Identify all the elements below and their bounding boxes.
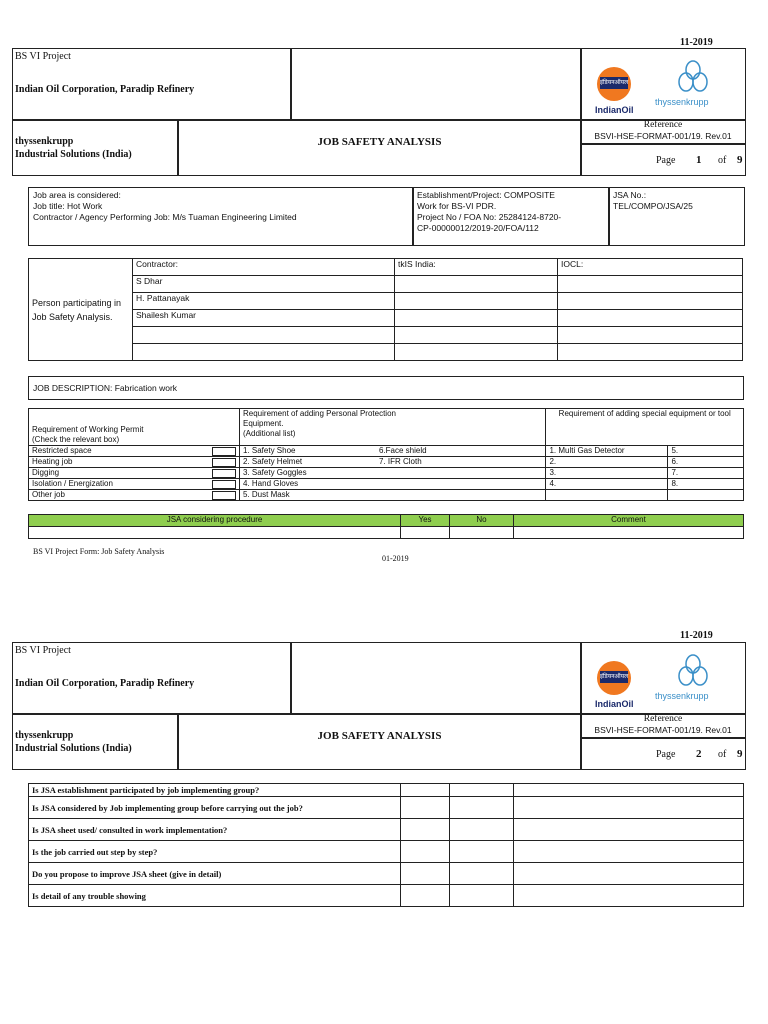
ppe-header-line1: Requirement of adding Personal Protection bbox=[243, 409, 396, 418]
permit-label: Restricted space bbox=[32, 446, 92, 455]
equip-item: 3. bbox=[546, 468, 668, 479]
date-top: 11-2019 bbox=[680, 37, 713, 48]
page-total: 9 bbox=[737, 748, 743, 760]
thyssenkrupp-text: thyssenkrupp bbox=[655, 97, 709, 107]
thyssenkrupp-text: thyssenkrupp bbox=[655, 691, 709, 701]
footer-date: 01-2019 bbox=[382, 554, 409, 563]
equip-item: 4. bbox=[546, 479, 668, 490]
page-number: 1 bbox=[696, 154, 702, 166]
equip-item: 5. bbox=[668, 446, 744, 457]
col-contractor: Contractor: bbox=[133, 259, 395, 276]
permit-checkbox[interactable] bbox=[212, 469, 236, 478]
permit-checkbox[interactable] bbox=[212, 480, 236, 489]
contractor-line2: Industrial Solutions (India) bbox=[15, 743, 132, 754]
page-cell bbox=[580, 143, 746, 176]
header-logo-cell bbox=[580, 642, 746, 715]
permit-header-line2: (Check the relevant box) bbox=[32, 435, 120, 444]
equip-item: 1. Multi Gas Detector bbox=[546, 446, 668, 457]
ppe-item: 7. IFR Cloth bbox=[376, 457, 546, 468]
participant-name bbox=[133, 327, 395, 344]
reference-cell bbox=[580, 713, 746, 739]
permit-row bbox=[29, 479, 240, 490]
permit-label: Isolation / Energization bbox=[32, 479, 113, 488]
of-label: of bbox=[718, 749, 727, 760]
contractor-line1: thyssenkrupp bbox=[15, 136, 74, 147]
ppe-item: 2. Safety Helmet bbox=[240, 457, 377, 468]
establishment-line1: Establishment/Project: COMPOSITE bbox=[417, 190, 555, 200]
ppe-header-line2: Equipment. bbox=[243, 419, 284, 428]
ppe-item: 4. Hand Gloves bbox=[240, 479, 377, 490]
col-tkis: tkIS India: bbox=[395, 259, 558, 276]
procedure-table bbox=[28, 514, 744, 539]
participant-name: S Dhar bbox=[133, 276, 395, 293]
question: Is the job carried out step by step? bbox=[29, 841, 401, 863]
page-cell bbox=[580, 737, 746, 770]
permit-label: Other job bbox=[32, 490, 65, 499]
requirements-table bbox=[28, 408, 744, 501]
jsa-no-label: JSA No.: bbox=[613, 190, 647, 200]
indianoil-logo bbox=[592, 67, 638, 115]
participants-label: Person participating in Job Safety Analysis. bbox=[29, 259, 133, 361]
establishment-line3: Project No / FOA No: 25284124-8720- bbox=[417, 212, 562, 222]
permit-header bbox=[29, 409, 240, 446]
permit-row bbox=[29, 490, 240, 501]
ppe-item: 5. Dust Mask bbox=[240, 490, 377, 501]
ppe-header-line3: (Additional list) bbox=[243, 429, 296, 438]
ppe-item bbox=[376, 490, 546, 501]
equip-item: 6. bbox=[668, 457, 744, 468]
establishment-line2: Work for BS-VI PDR. bbox=[417, 201, 497, 211]
thyssenkrupp-logo bbox=[655, 59, 735, 111]
thyssenkrupp-arches-icon bbox=[673, 59, 713, 95]
indianoil-text: IndianOil bbox=[595, 105, 634, 115]
job-info-cell bbox=[28, 187, 414, 246]
doc-title: JOB SAFETY ANALYSIS bbox=[177, 713, 582, 770]
procedure-col-title: JSA considering procedure bbox=[29, 515, 401, 527]
contractor-line2: Industrial Solutions (India) bbox=[15, 149, 132, 160]
permit-row bbox=[29, 457, 240, 468]
equip-item: 2. bbox=[546, 457, 668, 468]
establishment-line4: CP-00000012/2019-20/FOA/112 bbox=[417, 223, 539, 233]
permit-row bbox=[29, 468, 240, 479]
question: Is JSA establishment participated by job implementing group? bbox=[29, 784, 401, 797]
equip-item: 8. bbox=[668, 479, 744, 490]
contractor-agency: Contractor / Agency Performing Job: M/s Tuaman Engineering Limited bbox=[33, 212, 297, 222]
header-blank-cell bbox=[290, 642, 582, 715]
header-blank-cell bbox=[290, 48, 582, 121]
procedure-col-comment: Comment bbox=[514, 515, 744, 527]
header-project-cell bbox=[12, 48, 292, 121]
header-contractor-cell bbox=[12, 713, 179, 770]
participant-name: Shailesh Kumar bbox=[133, 310, 395, 327]
questions-table bbox=[28, 783, 744, 907]
company-name: Indian Oil Corporation, Paradip Refinery bbox=[15, 84, 195, 95]
participant-name: H. Pattanayak bbox=[133, 293, 395, 310]
procedure-col-no: No bbox=[450, 515, 514, 527]
ppe-item: 6.Face shield bbox=[376, 446, 546, 457]
reference-cell bbox=[580, 119, 746, 145]
equip-header: Requirement of adding special equipment or tool bbox=[546, 409, 744, 446]
reference-label: Reference bbox=[643, 120, 683, 130]
reference-label: Reference bbox=[643, 714, 683, 724]
job-title: Job title: Hot Work bbox=[33, 201, 103, 211]
participant-name bbox=[133, 344, 395, 361]
indianoil-logo bbox=[592, 661, 638, 709]
job-area: Job area is considered: bbox=[33, 190, 121, 200]
header-logo-cell bbox=[580, 48, 746, 121]
equip-item bbox=[546, 490, 668, 501]
question: Is detail of any trouble showing bbox=[29, 885, 401, 907]
col-iocl: IOCL: bbox=[558, 259, 743, 276]
jsa-no-cell bbox=[608, 187, 745, 246]
footer-form-name: BS VI Project Form: Job Safety Analysis bbox=[33, 547, 165, 556]
jsa-no-value: TEL/COMPO/JSA/25 bbox=[613, 201, 693, 211]
thyssenkrupp-logo bbox=[655, 653, 735, 705]
indianoil-hindi-text: इंडियनऑयल bbox=[600, 77, 628, 89]
permit-label: Digging bbox=[32, 468, 60, 477]
page-label: Page bbox=[656, 155, 676, 166]
ppe-item: 3. Safety Goggles bbox=[240, 468, 377, 479]
establishment-cell bbox=[412, 187, 610, 246]
permit-checkbox[interactable] bbox=[212, 491, 236, 500]
ppe-item bbox=[376, 479, 546, 490]
reference-value: BSVI-HSE-FORMAT-001/19. Rev.01 bbox=[594, 725, 732, 735]
question: Is JSA considered by Job implementing group before carrying out the job? bbox=[29, 797, 401, 819]
thyssenkrupp-arches-icon bbox=[673, 653, 713, 689]
equip-item: 7. bbox=[668, 468, 744, 479]
permit-label: Heating job bbox=[32, 457, 73, 466]
indianoil-text: IndianOil bbox=[595, 699, 634, 709]
page-number: 2 bbox=[696, 748, 702, 760]
job-description-text: JOB DESCRIPTION: Fabrication work bbox=[33, 383, 178, 393]
procedure-col-yes: Yes bbox=[401, 515, 450, 527]
question: Do you propose to improve JSA sheet (give in detail) bbox=[29, 863, 401, 885]
permit-row bbox=[29, 446, 240, 457]
header-project-cell bbox=[12, 642, 292, 715]
participants-table bbox=[28, 258, 743, 361]
permit-header-line1: Requirement of Working Permit bbox=[32, 425, 144, 434]
job-description bbox=[28, 376, 744, 400]
project-name: BS VI Project bbox=[15, 645, 71, 656]
date-top: 11-2019 bbox=[680, 630, 713, 641]
page-label: Page bbox=[656, 749, 676, 760]
indianoil-hindi-text: इंडियनऑयल bbox=[600, 671, 628, 683]
ppe-item bbox=[376, 468, 546, 479]
contractor-line1: thyssenkrupp bbox=[15, 730, 74, 741]
reference-value: BSVI-HSE-FORMAT-001/19. Rev.01 bbox=[594, 131, 732, 141]
header-contractor-cell bbox=[12, 119, 179, 176]
permit-checkbox[interactable] bbox=[212, 458, 236, 467]
doc-title: JOB SAFETY ANALYSIS bbox=[177, 119, 582, 176]
ppe-header bbox=[240, 409, 546, 446]
page-total: 9 bbox=[737, 154, 743, 166]
ppe-item: 1. Safety Shoe bbox=[240, 446, 377, 457]
project-name: BS VI Project bbox=[15, 51, 71, 62]
company-name: Indian Oil Corporation, Paradip Refinery bbox=[15, 678, 195, 689]
of-label: of bbox=[718, 155, 727, 166]
question: Is JSA sheet used/ consulted in work implementation? bbox=[29, 819, 401, 841]
permit-checkbox[interactable] bbox=[212, 447, 236, 456]
equip-item bbox=[668, 490, 744, 501]
